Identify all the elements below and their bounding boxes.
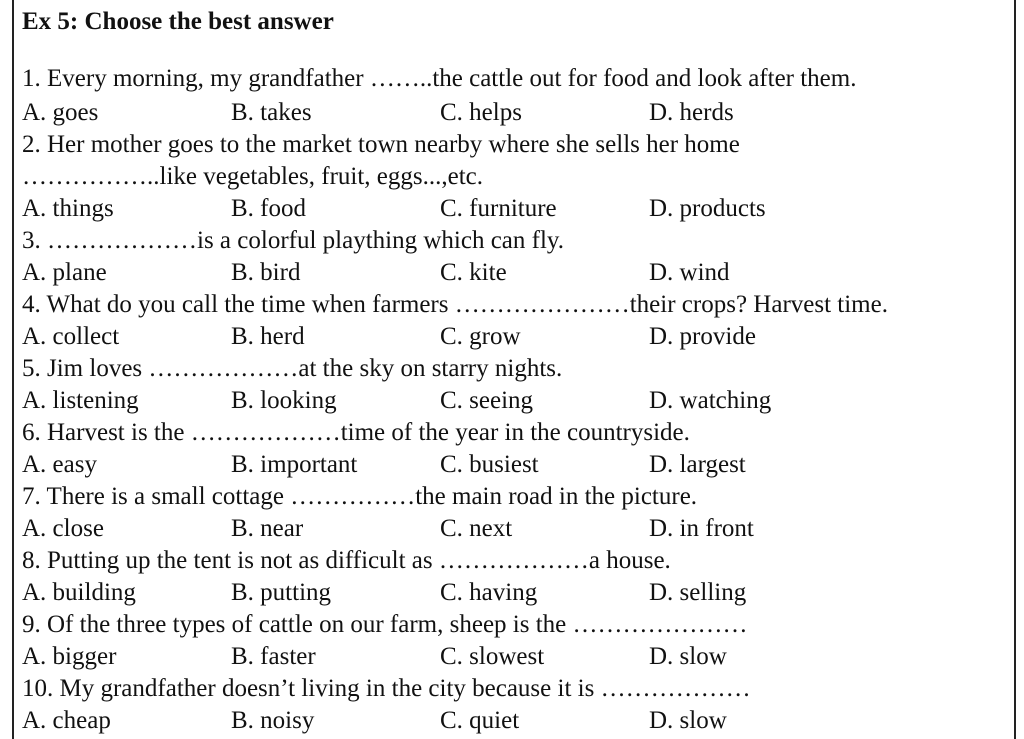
question-2-text-continued: ……………..like vegetables, fruit, eggs...,etc. <box>22 163 483 190</box>
question-6-option-c[interactable]: C. busiest <box>440 451 539 478</box>
question-4-option-b[interactable]: B. herd <box>231 323 305 350</box>
question-6-option-d[interactable]: D. largest <box>649 451 746 478</box>
question-5-option-b[interactable]: B. looking <box>231 387 337 414</box>
question-4-text: 4. What do you call the time when farmers …………………their crops? Harvest time. <box>22 291 888 318</box>
question-10-text: 10. My grandfather doesn’t living in the city because it is ……………… <box>22 675 751 702</box>
question-7-option-d[interactable]: D. in front <box>649 515 754 542</box>
question-10-option-c[interactable]: C. quiet <box>440 707 520 734</box>
question-6-option-b[interactable]: B. important <box>231 451 358 478</box>
question-9-option-d[interactable]: D. slow <box>649 643 727 670</box>
question-7-text: 7. There is a small cottage ……………the main road in the picture. <box>22 483 698 510</box>
question-6-option-a[interactable]: A. easy <box>22 451 97 478</box>
question-4-option-a[interactable]: A. collect <box>22 323 120 350</box>
question-8-option-b[interactable]: B. putting <box>231 579 332 606</box>
question-5-option-c[interactable]: C. seeing <box>440 387 534 414</box>
question-8-option-a[interactable]: A. building <box>22 579 136 606</box>
question-2-option-c[interactable]: C. furniture <box>440 195 557 222</box>
question-3-text: 3. ………………is a colorful plaything which can fly. <box>22 227 565 254</box>
question-8-text: 8. Putting up the tent is not as difficult as ………………a house. <box>22 547 671 574</box>
question-7-option-b[interactable]: B. near <box>231 515 304 542</box>
question-9-option-c[interactable]: C. slowest <box>440 643 545 670</box>
question-7-option-a[interactable]: A. close <box>22 515 104 542</box>
question-1-option-d[interactable]: D. herds <box>649 99 734 126</box>
question-2-option-a[interactable]: A. things <box>22 195 114 222</box>
question-10-option-b[interactable]: B. noisy <box>231 707 315 734</box>
question-2-text: 2. Her mother goes to the market town nearby where she sells her home <box>22 131 740 158</box>
question-2-option-b[interactable]: B. food <box>231 195 306 222</box>
question-9-option-a[interactable]: A. bigger <box>22 643 117 670</box>
question-10-option-d[interactable]: D. slow <box>649 707 727 734</box>
question-5-option-d[interactable]: D. watching <box>649 387 772 414</box>
question-7-option-c[interactable]: C. next <box>440 515 513 542</box>
exercise-title: Ex 5: Choose the best answer <box>22 8 334 35</box>
question-2-option-d[interactable]: D. products <box>649 195 766 222</box>
question-5-text: 5. Jim loves ………………at the sky on starry nights. <box>22 355 563 382</box>
question-6-text: 6. Harvest is the ………………time of the year in the countryside. <box>22 419 690 446</box>
question-10-option-a[interactable]: A. cheap <box>22 707 111 734</box>
question-5-option-a[interactable]: A. listening <box>22 387 139 414</box>
question-4-option-d[interactable]: D. provide <box>649 323 756 350</box>
question-9-option-b[interactable]: B. faster <box>231 643 316 670</box>
question-3-option-d[interactable]: D. wind <box>649 259 730 286</box>
question-3-option-c[interactable]: C. kite <box>440 259 507 286</box>
question-1-option-a[interactable]: A. goes <box>22 99 99 126</box>
question-9-text: 9. Of the three types of cattle on our farm, sheep is the ………………… <box>22 611 748 638</box>
question-1-option-b[interactable]: B. takes <box>231 99 312 126</box>
question-4-option-c[interactable]: C. grow <box>440 323 521 350</box>
question-3-option-a[interactable]: A. plane <box>22 259 107 286</box>
question-8-option-d[interactable]: D. selling <box>649 579 747 606</box>
question-1-option-c[interactable]: C. helps <box>440 99 522 126</box>
question-8-option-c[interactable]: C. having <box>440 579 538 606</box>
question-3-option-b[interactable]: B. bird <box>231 259 301 286</box>
question-1-text: 1. Every morning, my grandfather ……..the cattle out for food and look after them. <box>22 65 857 92</box>
